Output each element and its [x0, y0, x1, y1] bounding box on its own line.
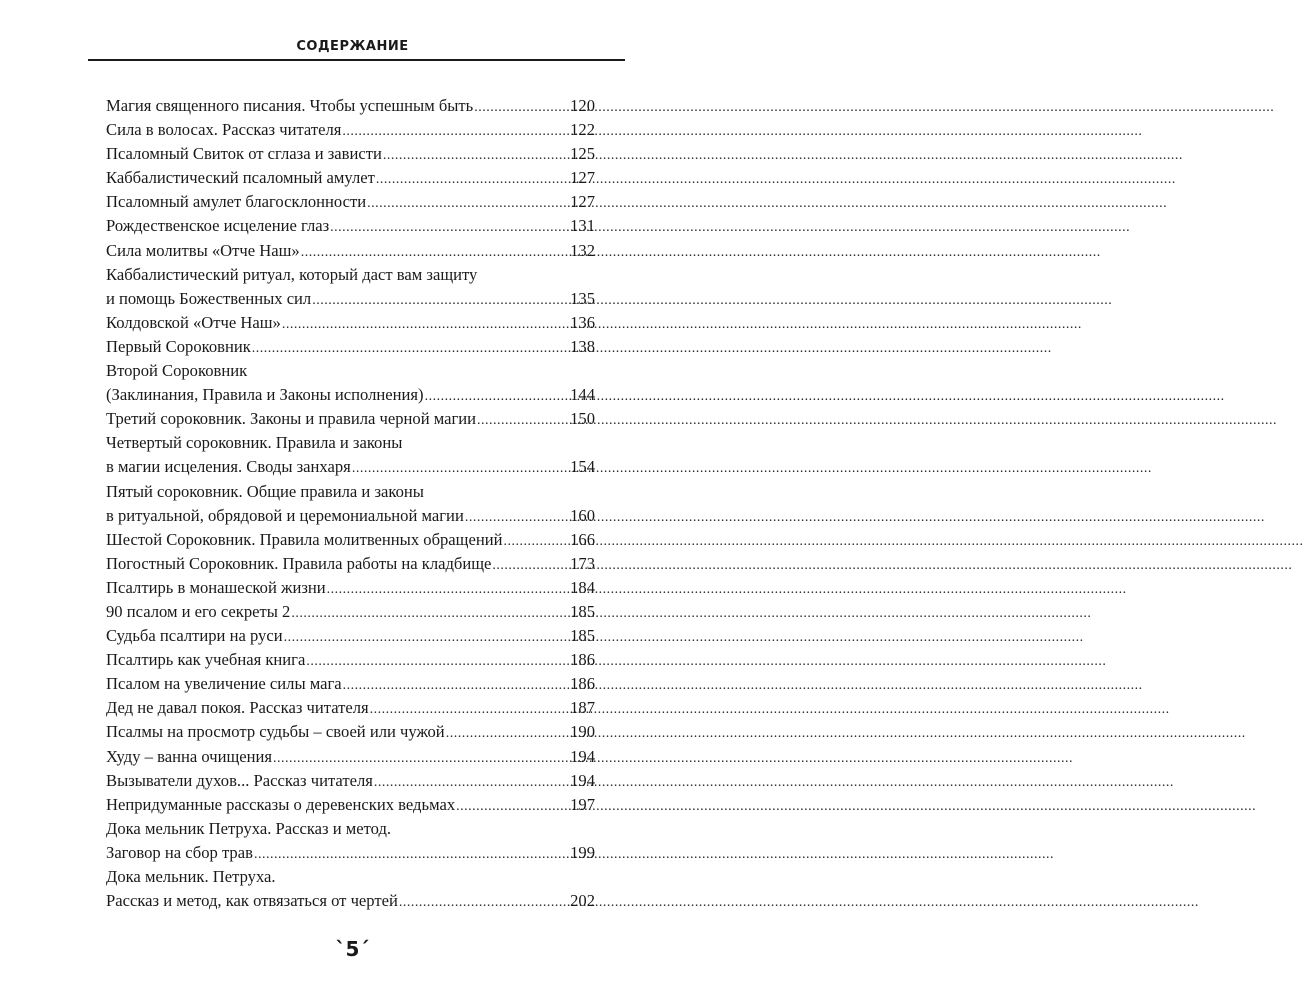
toc-entry-page: 197: [570, 794, 595, 814]
toc-entry: [106, 166, 595, 190]
toc-entry-page: 127: [570, 168, 595, 188]
toc-entry-title: в ритуальной, обрядовой и церемониальной магии: [106, 505, 464, 525]
toc-entry-title: Каббалистический псаломный амулет: [106, 168, 375, 188]
toc-entry-title: Худу – ванна очищения: [106, 746, 272, 766]
toc-dot-leader: [374, 769, 567, 795]
toc-entry: [106, 263, 595, 287]
toc-entry-title: Рождественское исцеление глаз: [106, 216, 330, 236]
toc-entry-page: 132: [570, 240, 595, 260]
toc-entry-page: 136: [570, 312, 595, 332]
toc-entry: [106, 142, 595, 166]
toc-entry: [106, 769, 595, 793]
toc-dot-leader: [465, 504, 567, 530]
toc-dot-leader: [456, 793, 567, 819]
toc-dot-leader: [446, 720, 567, 746]
toc-dot-leader: [284, 624, 568, 650]
toc-entry-page: 135: [570, 288, 595, 308]
toc-entry-page: 199: [570, 842, 595, 862]
toc-entry-page: 154: [570, 457, 595, 477]
toc-entry-page: 186: [570, 674, 595, 694]
toc-entry: [106, 118, 595, 142]
toc-entry-page: 173: [570, 553, 595, 573]
toc-entry-title: Магия священного писания. Чтобы успешным быть: [106, 96, 474, 115]
toc-entry-page: 120: [570, 96, 595, 115]
toc-entry-title: 90 псалом и его секреты 2: [106, 601, 291, 621]
toc-entry: [106, 335, 595, 359]
toc-entry-title: Рассказ и метод, как отвязаться от чертей: [106, 891, 398, 911]
toc-entry-page: 166: [570, 529, 595, 549]
toc-entry-title: Каббалистический ритуал, который даст вам защиту: [106, 264, 478, 284]
toc-entry-page: 186: [570, 650, 595, 670]
toc-entry-title: Псалтирь как учебная книга: [106, 650, 306, 670]
toc-entry-page: 184: [570, 577, 595, 597]
toc-entry-title: Первый Сороковник: [106, 336, 251, 356]
toc-entry: [106, 383, 595, 407]
toc-entry: [106, 600, 595, 624]
toc-entry-page: 187: [570, 698, 595, 718]
toc-entry: [106, 576, 595, 600]
toc-dot-leader: [399, 889, 567, 915]
toc-entry: [106, 94, 595, 118]
toc-dot-leader: [327, 576, 567, 602]
toc-entry-page: 125: [570, 144, 595, 164]
toc-entry-page: 160: [570, 505, 595, 525]
toc-dot-leader: [492, 552, 567, 578]
toc-entry: [106, 214, 595, 238]
toc-dot-leader: [254, 841, 567, 867]
toc-entry-page: 138: [570, 336, 595, 356]
toc-entry: [106, 504, 595, 528]
toc-entry-title: Третий сороковник. Законы и правила черной магии: [106, 409, 477, 429]
toc-dot-leader: [291, 600, 567, 626]
toc-dot-leader: [312, 287, 567, 313]
toc-entry-title: Пятый сороковник. Общие правила и законы: [106, 481, 424, 501]
toc-dot-leader: [273, 745, 567, 771]
toc-entry-title: (Заклинания, Правила и Законы исполнения): [106, 385, 424, 405]
toc-entry-title: и помощь Божественных сил: [106, 288, 312, 308]
toc-entry-title: Непридуманные рассказы о деревенских ведьмах: [106, 794, 456, 814]
toc-entry: [106, 359, 595, 383]
toc-dot-leader: [301, 239, 567, 265]
toc-entry-title: Вызыватели духов... Рассказ читателя: [106, 770, 373, 790]
toc-entry-page: 194: [570, 770, 595, 790]
toc-entry: [106, 793, 595, 817]
toc-entry-title: Сила молитвы «Отче Наш»: [106, 240, 300, 260]
toc-entry-page: 185: [570, 601, 595, 621]
toc-dot-leader: [425, 383, 568, 409]
toc-entry: [106, 407, 595, 431]
toc-entry-title: Шестой Сороковник. Правила молитвенных обращений: [106, 529, 503, 549]
toc-entry: [106, 480, 595, 504]
toc-entry: [106, 720, 595, 744]
toc-dot-leader: [282, 311, 567, 337]
toc-entry-page: 202: [570, 891, 595, 911]
toc-entry: [106, 745, 595, 769]
toc-dot-leader: [376, 166, 567, 192]
toc-entry-title: Псалмы на просмотр судьбы – своей или чужой: [106, 722, 445, 742]
toc-entry: [106, 239, 595, 263]
toc-entry: [106, 865, 595, 889]
toc-entry: [106, 889, 595, 913]
toc-entry-title: Дока мельник. Петруха.: [106, 867, 276, 886]
toc-entry: [106, 552, 595, 576]
table-of-contents: [106, 94, 595, 913]
toc-entry: [106, 431, 595, 455]
toc-dot-leader: [383, 142, 567, 168]
toc-entry-title: Псалом на увеличение силы мага: [106, 674, 342, 694]
toc-dot-leader: [367, 190, 567, 216]
toc-dot-leader: [252, 335, 567, 361]
toc-entry-page: 185: [570, 626, 595, 646]
toc-entry-title: в магии исцеления. Своды занхаря: [106, 457, 351, 477]
toc-entry: [106, 287, 595, 311]
toc-entry-page: 150: [570, 409, 595, 429]
toc-entry-page: 190: [570, 722, 595, 742]
toc-entry-page: 144: [570, 385, 595, 405]
running-header: СОДЕРЖАНИЕ: [296, 39, 409, 54]
toc-entry-page: 127: [570, 192, 595, 212]
toc-entry: [106, 841, 595, 865]
toc-entry: [106, 455, 595, 479]
toc-entry: [106, 311, 595, 335]
toc-entry-title: Сила в волосах. Рассказ читателя: [106, 120, 342, 140]
toc-dot-leader: [306, 648, 567, 674]
toc-entry-page: 131: [570, 216, 595, 236]
toc-dot-leader: [330, 214, 567, 240]
toc-entry-title: Дед не давал покоя. Рассказ читателя: [106, 698, 369, 718]
toc-dot-leader: [343, 672, 567, 698]
toc-entry-title: Псалтирь в монашеской жизни: [106, 577, 326, 597]
toc-entry-title: Псаломный Свиток от сглаза и зависти: [106, 144, 382, 164]
toc-entry: [106, 648, 595, 672]
toc-entry: [106, 817, 595, 841]
toc-entry-title: Псаломный амулет благосклонности: [106, 192, 367, 212]
toc-entry: [106, 696, 595, 720]
toc-entry: [106, 672, 595, 696]
toc-entry-title: Дока мельник Петруха. Рассказ и метод.: [106, 818, 392, 838]
toc-entry: [106, 624, 595, 648]
toc-entry-page: 194: [570, 746, 595, 766]
toc-dot-leader: [342, 118, 567, 144]
toc-dot-leader: [474, 94, 567, 120]
toc-entry: [106, 190, 595, 214]
toc-dot-leader: [477, 407, 567, 433]
toc-entry: [106, 528, 595, 552]
toc-entry-title: Заговор на сбор трав: [106, 842, 253, 862]
page-number: `5´: [335, 937, 370, 961]
toc-entry-page: 122: [570, 120, 595, 140]
toc-dot-leader: [370, 696, 567, 722]
toc-dot-leader: [352, 455, 567, 481]
toc-entry-title: Четвертый сороковник. Правила и законы: [106, 433, 403, 453]
toc-entry-title: Колдовской «Отче Наш»: [106, 312, 281, 332]
toc-dot-leader: [503, 528, 567, 554]
toc-entry-title: Судьба псалтири на руси: [106, 626, 283, 646]
toc-entry-title: Второй Сороковник: [106, 361, 248, 381]
toc-entry-title: Погостный Сороковник. Правила работы на кладбище: [106, 553, 492, 573]
header-rule: [88, 59, 625, 61]
